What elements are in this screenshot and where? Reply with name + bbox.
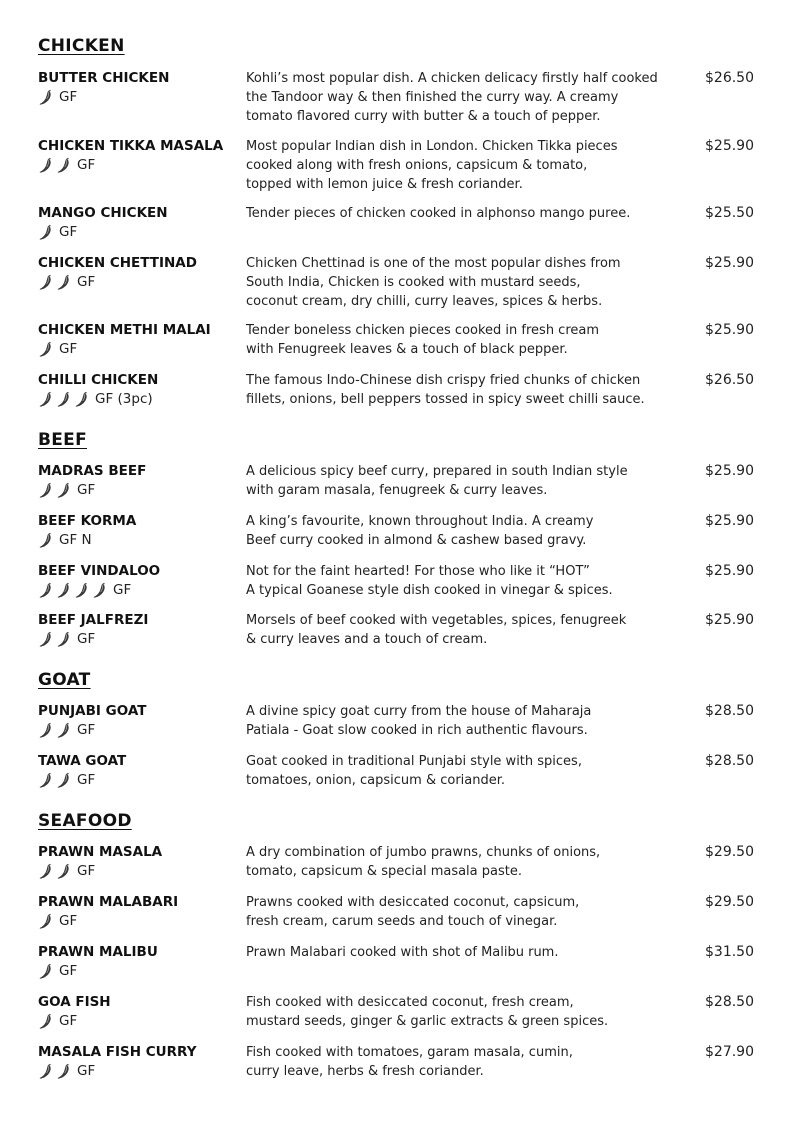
dish-name: PRAWN MASALA [38, 844, 163, 860]
dish-name: MANGO CHICKEN [38, 205, 168, 221]
dietary-tags: GF [77, 722, 96, 738]
chilli-icon [38, 156, 54, 174]
dish-description: Tender pieces of chicken cooked in alphonso mango puree. [246, 206, 631, 221]
section-heading: SEAFOOD [38, 811, 132, 831]
dish-name: PUNJABI GOAT [38, 703, 147, 719]
dish-price: $25.90 [705, 563, 754, 579]
menu-item [0, 462, 793, 514]
dietary-tags: GF (3pc) [95, 391, 153, 407]
dish-description: Morsels of beef cooked with vegetables, spices, fenugreek & curry leaves and a touch of cream. [246, 613, 627, 647]
menu-item [0, 943, 793, 995]
dietary-tags: GF [77, 274, 96, 290]
chilli-icon [38, 1012, 54, 1030]
chilli-icon [38, 1062, 54, 1080]
dish-tags [38, 630, 95, 648]
menu-item [0, 893, 793, 945]
dish-tags [38, 156, 95, 174]
dish-price: $25.90 [705, 513, 754, 529]
dish-name: PRAWN MALIBU [38, 944, 158, 960]
menu-item [0, 137, 793, 192]
dish-price: $25.90 [705, 612, 754, 628]
dish-price: $25.90 [705, 255, 754, 271]
menu-item [0, 254, 793, 309]
section-heading: GOAT [38, 670, 91, 690]
dish-description: Goat cooked in traditional Punjabi style with spices, tomatoes, onion, capsicum & coriander. [246, 754, 582, 788]
chilli-icon [38, 340, 54, 358]
dietary-tags: GF [59, 1013, 78, 1029]
chilli-icon [38, 273, 54, 291]
section-heading: CHICKEN [38, 36, 125, 56]
chilli-icon [38, 721, 54, 739]
dietary-tags: GF [59, 341, 78, 357]
dish-price: $29.50 [705, 844, 754, 860]
dish-tags [38, 581, 131, 599]
dietary-tags: GF [77, 482, 96, 498]
dish-description: A king’s favourite, known throughout India. A creamy Beef curry cooked in almond & cashew based gravy. [246, 514, 594, 548]
menu-item [0, 562, 793, 614]
dish-price: $25.50 [705, 205, 754, 221]
chilli-icon [38, 962, 54, 980]
dish-tags [38, 962, 77, 980]
dish-description: A dry combination of jumbo prawns, chunks of onions, tomato, capsicum & special masala paste. [246, 845, 601, 879]
dish-description: Tender boneless chicken pieces cooked in fresh cream with Fenugreek leaves & a touch of black pepper. [246, 323, 600, 357]
dish-tags [38, 912, 77, 930]
chilli-icon [38, 581, 54, 599]
dish-tags [38, 721, 95, 739]
dish-tags [38, 531, 92, 549]
chilli-icon [56, 862, 72, 880]
chilli-icon [56, 156, 72, 174]
dietary-tags: GF [59, 963, 78, 979]
chilli-icon [38, 390, 54, 408]
dietary-tags: GF N [59, 532, 92, 548]
menu-item [0, 204, 793, 256]
menu-item [0, 611, 793, 663]
menu-item [0, 702, 793, 754]
dish-tags [38, 340, 77, 358]
dish-name: GOA FISH [38, 994, 111, 1010]
dietary-tags: GF [113, 582, 132, 598]
chilli-icon [38, 862, 54, 880]
dish-description: Not for the faint hearted! For those who like it “HOT” A typical Goanese style dish cooked in vinegar & spices. [246, 564, 613, 598]
dish-price: $25.90 [705, 322, 754, 338]
dish-price: $28.50 [705, 703, 754, 719]
chilli-icon [56, 390, 72, 408]
dish-tags [38, 273, 95, 291]
dish-name: PRAWN MALABARI [38, 894, 179, 910]
dish-price: $26.50 [705, 372, 754, 388]
dish-tags [38, 88, 77, 106]
chilli-icon [38, 912, 54, 930]
dish-description: A delicious spicy beef curry, prepared in south Indian style with garam masala, fenugreek & curry leaves. [246, 464, 628, 498]
chilli-icon [38, 630, 54, 648]
menu-item [0, 371, 793, 423]
dish-tags [38, 223, 77, 241]
chilli-icon [92, 581, 108, 599]
dish-description: Chicken Chettinad is one of the most popular dishes from South India, Chicken is cooked with mustard seeds, coconut cream, dry chilli, curry leaves, spices & herbs. [246, 256, 621, 309]
dietary-tags: GF [77, 863, 96, 879]
chilli-icon [56, 481, 72, 499]
dish-name: CHICKEN TIKKA MASALA [38, 138, 224, 154]
dish-description: Fish cooked with desiccated coconut, fresh cream, mustard seeds, ginger & garlic extracts & green spices. [246, 995, 609, 1029]
dish-tags [38, 390, 153, 408]
dish-price: $28.50 [705, 753, 754, 769]
dietary-tags: GF [77, 1063, 96, 1079]
dish-name: BEEF JALFREZI [38, 612, 149, 628]
dish-description: Fish cooked with tomatoes, garam masala, cumin, curry leave, herbs & fresh coriander. [246, 1045, 573, 1079]
dietary-tags: GF [59, 224, 78, 240]
chilli-icon [56, 1062, 72, 1080]
menu-item [0, 993, 793, 1045]
dish-price: $28.50 [705, 994, 754, 1010]
dish-tags [38, 862, 95, 880]
dish-price: $25.90 [705, 138, 754, 154]
dish-description: Kohli’s most popular dish. A chicken delicacy firstly half cooked the Tandoor way & then finished the curry way. A creamy tomato flavored curry with butter & a touch of pepper. [246, 71, 658, 124]
dish-tags [38, 1062, 95, 1080]
dish-tags [38, 771, 95, 789]
dish-name: MASALA FISH CURRY [38, 1044, 197, 1060]
dietary-tags: GF [59, 89, 78, 105]
menu-item [0, 321, 793, 373]
menu-item [0, 1043, 793, 1095]
chilli-icon [38, 481, 54, 499]
dish-tags [38, 481, 95, 499]
menu-item [0, 512, 793, 564]
menu-item [0, 752, 793, 804]
chilli-icon [56, 273, 72, 291]
dish-price: $27.90 [705, 1044, 754, 1060]
dish-description: A divine spicy goat curry from the house of Maharaja Patiala - Goat slow cooked in rich authentic flavours. [246, 704, 592, 738]
chilli-icon [38, 223, 54, 241]
section-heading: BEEF [38, 430, 87, 450]
dish-description: Most popular Indian dish in London. Chicken Tikka pieces cooked along with fresh onions, capsicum & tomato, topped with lemon juice & fresh coriander. [246, 139, 618, 192]
dietary-tags: GF [77, 157, 96, 173]
chilli-icon [56, 771, 72, 789]
dietary-tags: GF [77, 772, 96, 788]
chilli-icon [56, 630, 72, 648]
chilli-icon [38, 88, 54, 106]
dish-name: TAWA GOAT [38, 753, 127, 769]
dish-name: BUTTER CHICKEN [38, 70, 170, 86]
chilli-icon [38, 771, 54, 789]
dish-name: CHILLI CHICKEN [38, 372, 159, 388]
dish-price: $25.90 [705, 463, 754, 479]
menu-item [0, 843, 793, 895]
dish-price: $31.50 [705, 944, 754, 960]
dish-name: CHICKEN CHETTINAD [38, 255, 197, 271]
chilli-icon [56, 721, 72, 739]
dish-price: $29.50 [705, 894, 754, 910]
dish-tags [38, 1012, 77, 1030]
dish-description: The famous Indo-Chinese dish crispy fried chunks of chicken fillets, onions, bell peppers tossed in spicy sweet chilli sauce. [246, 373, 645, 407]
dish-price: $26.50 [705, 70, 754, 86]
dish-name: CHICKEN METHI MALAI [38, 322, 211, 338]
chilli-icon [56, 581, 72, 599]
chilli-icon [74, 390, 90, 408]
dish-name: BEEF VINDALOO [38, 563, 161, 579]
dish-name: MADRAS BEEF [38, 463, 147, 479]
dietary-tags: GF [77, 631, 96, 647]
chilli-icon [38, 531, 54, 549]
chilli-icon [74, 581, 90, 599]
dish-description: Prawns cooked with desiccated coconut, capsicum, fresh cream, carum seeds and touch of vinegar. [246, 895, 580, 929]
dietary-tags: GF [59, 913, 78, 929]
menu-item [0, 69, 793, 124]
dish-name: BEEF KORMA [38, 513, 137, 529]
dish-description: Prawn Malabari cooked with shot of Malibu rum. [246, 945, 559, 960]
